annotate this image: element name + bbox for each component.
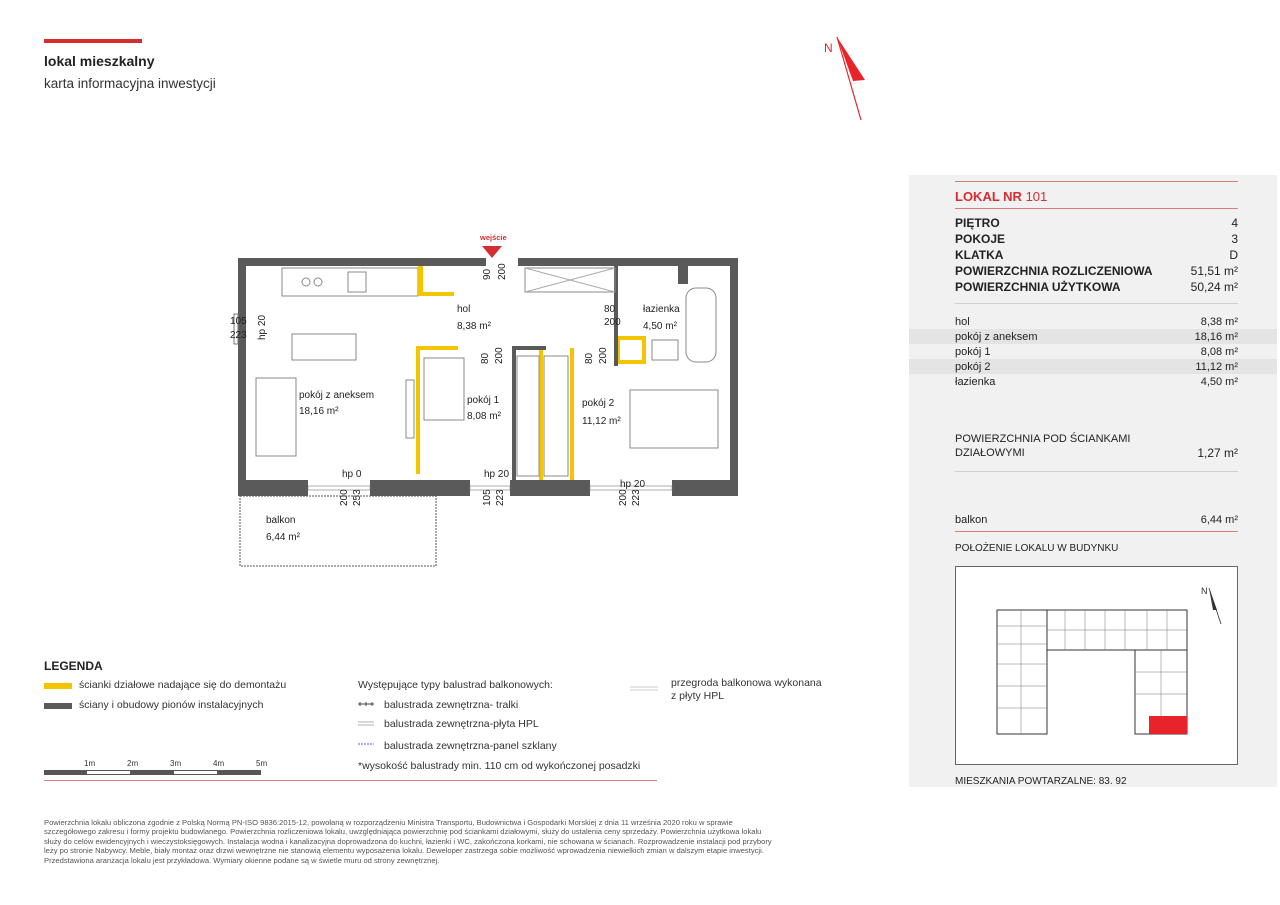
summary-row-uzytkowa: POWIERZCHNIA UŻYTKOWA 50,24 m² — [955, 279, 1238, 294]
room-lazienka-name: łazienka — [643, 304, 680, 315]
legend-partition-label: ścianki działowe nadające się do demontażu — [79, 679, 287, 691]
room-row-hol: hol 8,38 m² — [955, 315, 1238, 328]
dim-win-mid-w: 105 — [482, 489, 493, 506]
scale-5m: 5m — [256, 759, 268, 768]
compass-icon — [815, 34, 870, 124]
rail-note: *wysokość balustrady min. 110 cm od wykończonej posadzki — [358, 760, 641, 772]
legend-swatch-partition — [44, 683, 72, 689]
dim-bal-door-h: 253 — [352, 489, 363, 506]
room-aneks-area: 18,16 m² — [299, 406, 339, 417]
repeat-units: MIESZKANIA POWTARZALNE: 83. 92 — [955, 776, 1127, 787]
room-pokoj1-name: pokój 1 — [467, 395, 500, 406]
room-pokoj1-area: 8,08 m² — [467, 411, 501, 422]
summary-row-pokoje: POKOJE 3 — [955, 231, 1238, 246]
lokal-number: 101 — [1025, 189, 1048, 204]
dim-win-right-hp: hp 20 — [620, 479, 646, 490]
room-aneks-name: pokój z aneksem — [299, 390, 375, 401]
scale-1m: 1m — [84, 759, 96, 768]
room-hol-name: hol — [457, 304, 471, 315]
entrance-label: wejście — [480, 233, 507, 242]
dim-room1-w: 80 — [480, 352, 491, 364]
scale-3m: 3m — [170, 759, 182, 768]
rail-icons — [358, 702, 376, 752]
dim-win-left-w: 105 — [230, 316, 247, 327]
summary-row-rozliczeniowa: POWIERZCHNIA ROZLICZENIOWA 51,51 m² — [955, 263, 1238, 278]
dim-bal-door-hp: hp 0 — [342, 469, 362, 480]
room-row-pokoj2: pokój 2 11,12 m² — [955, 360, 1238, 373]
compass-label: N — [824, 41, 833, 55]
summary-row-klatka: KLATKA D — [955, 247, 1238, 262]
dim-win-mid-h: 223 — [495, 489, 506, 506]
scale-bar — [44, 770, 261, 775]
lokal-number-row — [955, 189, 1238, 204]
legend-divider — [44, 780, 657, 781]
room-lazienka-area: 4,50 m² — [643, 321, 677, 332]
partition-label-2: DZIAŁOWYMI — [955, 447, 1025, 459]
partition-label-1: POWIERZCHNIA POD ŚCIANKAMI — [955, 433, 1131, 445]
rail-glass: balustrada zewnętrzna-panel szklany — [384, 740, 557, 752]
footer-line-4: leży po stronie Nabywcy. Meble, biały montaż oraz drzwi wewnętrzne nie stanowią elementu wyposażenia lokalu. Deweloper zastrzega sobie możliwość wprowadzenia niewielkich zmian w dalszym etapie inwestycji. — [44, 846, 764, 856]
dim-win-left-hp: hp 20 — [257, 314, 268, 340]
dim-room2-h: 200 — [598, 347, 609, 364]
partition-hpl-icon — [630, 685, 660, 693]
dim-room1-h: 200 — [494, 347, 505, 364]
info-panel — [909, 175, 1277, 787]
lokal-label: LOKAL NR — [955, 189, 1022, 204]
room-pokoj2-area: 11,12 m² — [582, 416, 621, 427]
dim-win-right-w: 200 — [618, 489, 629, 506]
dim-room2-w: 80 — [584, 352, 595, 364]
dim-entrance-w: 90 — [482, 268, 493, 280]
rail-hpl: balustrada zewnętrzna-płyta HPL — [384, 718, 539, 730]
footer-disclaimer — [44, 818, 874, 865]
balcony-row: balkon 6,44 m² — [955, 513, 1238, 526]
room-pokoj2-name: pokój 2 — [582, 398, 615, 409]
partition-note-2: z płyty HPL — [671, 690, 725, 702]
dim-entrance-h: 200 — [497, 263, 508, 280]
dim-bath-w: 80 — [604, 304, 616, 315]
rail-title: Występujące typy balustrad balkonowych: — [358, 679, 553, 691]
dim-win-mid-hp: hp 20 — [484, 469, 510, 480]
room-row-lazienka: łazienka 4,50 m² — [955, 375, 1238, 388]
legend-wall-label: ściany i obudowy pionów instalacyjnych — [79, 699, 264, 711]
partition-value: 1,27 m² — [1197, 446, 1238, 460]
floor-plan — [220, 228, 750, 578]
footer-line-2: szczegółowego zakresu i formy projektu budowlanego. Powierzchnia rozliczeniowa lokalu, uwzględniająca powierzchnię pod ściankami działowymi, służy do ustalenia ceny sprzedaży. Powierzchnia użytkowa lokalu — [44, 827, 762, 837]
dim-bal-door-w: 200 — [339, 489, 350, 506]
partition-area — [955, 433, 1238, 463]
page-subtitle: karta informacyjna inwestycji — [44, 76, 216, 91]
footer-line-1: Powierzchnia lokalu obliczona zgodnie z Polską Normą PN-ISO 9836:2015-12, powołaną w rozporządzeniu Ministra Transportu, Budownictwa i Gospodarki Morskiej z dnia 11 września 2020 roku w sprawie — [44, 818, 733, 827]
mini-compass-label: N — [1201, 586, 1208, 596]
footer-line-3: służy do celów ewidencyjnych i wieczystoksięgowych. Instalacja wodna i kanalizacyjna doprowadzona do kuchni, łazienki i WC, zakończona korkami, nie schowana w ścianach. Rozprowadzenie instalacji pod przybory — [44, 836, 772, 846]
dim-win-right-h: 223 — [631, 489, 642, 506]
location-title: POŁOŻENIE LOKALU W BUDYNKU — [955, 543, 1119, 554]
legend-title: LEGENDA — [44, 659, 103, 673]
partition-note-1: przegroda balkonowa wykonana — [671, 677, 822, 689]
building-location-map — [955, 566, 1238, 765]
room-balkon-area: 6,44 m² — [266, 532, 300, 543]
legend-swatch-wall — [44, 703, 72, 709]
room-hol-area: 8,38 m² — [457, 321, 491, 332]
room-row-aneks: pokój z aneksem 18,16 m² — [955, 330, 1238, 343]
header-accent-bar — [44, 39, 142, 43]
highlighted-unit — [1149, 716, 1187, 734]
page-title: lokal mieszkalny — [44, 53, 155, 69]
dim-bath-h: 200 — [604, 317, 621, 328]
dim-win-left-h: 223 — [230, 330, 247, 341]
room-row-pokoj1: pokój 1 8,08 m² — [955, 345, 1238, 358]
summary-row-pietro: PIĘTRO 4 — [955, 215, 1238, 230]
room-balkon-name: balkon — [266, 515, 296, 526]
scale-2m: 2m — [127, 759, 139, 768]
footer-line-5: Przedstawiona aranżacja lokalu jest przykładowa. Wymiary okienne podane są w świetle muru od strony zewnętrznej. — [44, 855, 440, 865]
rail-tralki: balustrada zewnętrzna- tralki — [384, 699, 519, 711]
scale-4m: 4m — [213, 759, 225, 768]
